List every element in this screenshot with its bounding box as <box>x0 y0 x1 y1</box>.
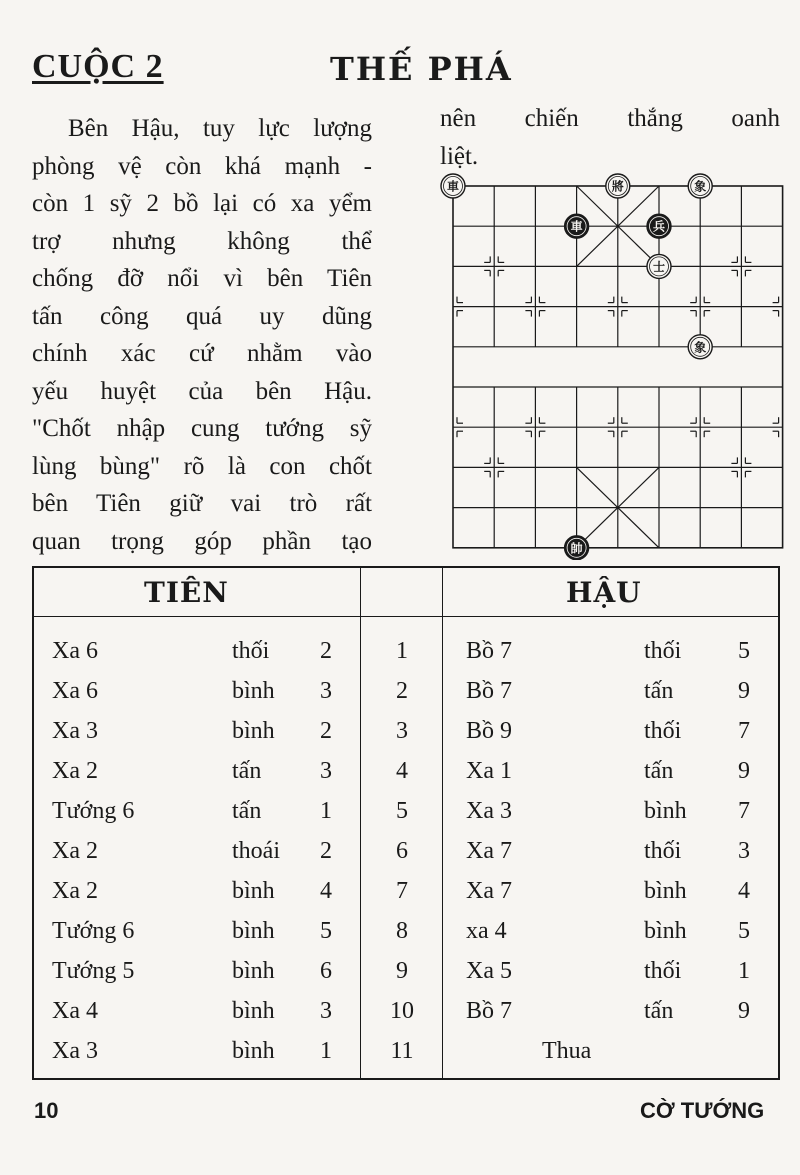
move-number-cell: 8 <box>396 918 408 944</box>
hau-action-cell: tấn <box>644 678 674 704</box>
tien-column-header: TIÊN <box>144 576 229 609</box>
hau-piece-cell: Xa 5 <box>466 958 512 984</box>
move-number-cell: 11 <box>390 1038 414 1064</box>
xiangqi-board-diagram <box>437 170 787 560</box>
paragraph-line: bên Tiên giữ vai trò rất <box>32 490 372 517</box>
tien-piece-cell: Xa 4 <box>52 998 98 1024</box>
hau-action-cell: thối <box>644 638 682 664</box>
hau-value-cell: 5 <box>738 918 750 944</box>
hau-piece-cell: Xa 7 <box>466 838 512 864</box>
hau-piece-cell: xa 4 <box>466 918 507 944</box>
tien-value-cell: 3 <box>320 998 332 1024</box>
move-number-cell: 10 <box>390 998 414 1024</box>
tien-value-cell: 3 <box>320 678 332 704</box>
svg-text:車: 車 <box>446 179 460 194</box>
tien-value-cell: 2 <box>320 638 332 664</box>
tien-piece-cell: Xa 6 <box>52 638 98 664</box>
tien-value-cell: 5 <box>320 918 332 944</box>
tien-action-cell: bình <box>232 718 275 744</box>
hau-piece-cell: Bồ 9 <box>466 718 513 744</box>
black-piece-象 <box>688 335 712 359</box>
tien-value-cell: 2 <box>320 718 332 744</box>
tien-action-cell: bình <box>232 958 275 984</box>
tien-piece-cell: Tướng 6 <box>52 798 135 824</box>
hau-value-cell: 9 <box>738 998 750 1024</box>
tien-value-cell: 3 <box>320 758 332 784</box>
svg-text:帥: 帥 <box>570 541 583 556</box>
hau-piece-cell: Bồ 7 <box>466 678 513 704</box>
tien-piece-cell: Xa 2 <box>52 838 98 864</box>
hau-value-cell: 9 <box>738 758 750 784</box>
tien-piece-cell: Xa 2 <box>52 878 98 904</box>
tien-piece-cell: Tướng 6 <box>52 918 135 944</box>
move-number-cell: 9 <box>396 958 408 984</box>
red-piece-帥 <box>565 536 589 560</box>
tien-value-cell: 1 <box>320 798 332 824</box>
black-piece-士 <box>647 254 671 278</box>
paragraph-line: liệt. <box>440 142 479 170</box>
tien-value-cell: 1 <box>320 1038 332 1064</box>
svg-text:車: 車 <box>570 219 583 234</box>
svg-text:象: 象 <box>694 340 707 355</box>
intro-paragraph <box>32 110 372 560</box>
header-divider <box>34 616 778 617</box>
tien-action-cell: bình <box>232 998 275 1024</box>
svg-text:象: 象 <box>694 179 707 194</box>
paragraph-line: lùng bùng" rõ là con chốt <box>32 452 372 480</box>
tien-action-cell: bình <box>232 918 275 944</box>
paragraph-line: chống đỡ nổi vì bên Tiên <box>32 265 372 292</box>
hau-action-cell: tấn <box>644 758 674 784</box>
svg-text:將: 將 <box>611 179 624 194</box>
black-piece-象 <box>688 174 712 198</box>
tien-action-cell: thối <box>232 638 270 664</box>
paragraph-line: "Chốt nhập cung tướng sỹ <box>32 415 372 442</box>
paragraph-line: chính xác cứ nhằm vào <box>32 340 372 367</box>
move-number-cell: 4 <box>396 758 408 784</box>
column-divider <box>442 568 443 1078</box>
paragraph-line: phòng vệ còn khá mạnh - <box>32 152 372 180</box>
move-number-cell: 2 <box>396 678 408 704</box>
move-number-cell: 7 <box>396 878 408 904</box>
black-piece-將 <box>606 174 630 198</box>
paragraph-line: nên chiến thắng oanh <box>440 105 780 132</box>
tien-piece-cell: Xa 3 <box>52 1038 98 1064</box>
tien-action-cell: tấn <box>232 798 262 824</box>
hau-piece-cell: Xa 3 <box>466 798 512 824</box>
tien-value-cell: 6 <box>320 958 332 984</box>
continued-paragraph <box>440 100 780 175</box>
tien-piece-cell: Xa 2 <box>52 758 98 784</box>
paragraph-line: tấn công quá uy dũng <box>32 302 372 330</box>
paragraph-line: còn 1 sỹ 2 bồ lại có xa yểm <box>32 190 372 217</box>
red-piece-兵 <box>647 214 671 238</box>
hau-value-cell: 7 <box>738 718 750 744</box>
hau-value-cell: 5 <box>738 638 750 664</box>
hau-piece-cell: Thua <box>542 1038 592 1064</box>
tien-value-cell: 2 <box>320 838 332 864</box>
book-title-footer: CỜ TƯỚNG <box>640 1098 765 1123</box>
tien-piece-cell: Xa 6 <box>52 678 98 704</box>
move-number-cell: 3 <box>396 718 408 744</box>
tien-action-cell: tấn <box>232 758 262 784</box>
hau-column-header: HẬU <box>566 576 642 609</box>
column-divider <box>360 568 361 1078</box>
svg-text:兵: 兵 <box>652 219 666 234</box>
hau-value-cell: 4 <box>738 878 750 904</box>
move-number-cell: 6 <box>396 838 408 864</box>
hau-piece-cell: Bồ 7 <box>466 998 513 1024</box>
move-number-cell: 1 <box>396 638 408 664</box>
paragraph-line: trợ nhưng không thể <box>32 227 372 255</box>
hau-action-cell: bình <box>644 798 687 824</box>
hau-value-cell: 7 <box>738 798 750 824</box>
hau-value-cell: 1 <box>738 958 750 984</box>
hau-action-cell: thối <box>644 958 682 984</box>
tien-action-cell: thoái <box>232 838 280 864</box>
hau-value-cell: 3 <box>738 838 750 864</box>
tien-action-cell: bình <box>232 678 275 704</box>
move-number-cell: 5 <box>396 798 408 824</box>
tien-action-cell: bình <box>232 878 275 904</box>
hau-action-cell: thối <box>644 718 682 744</box>
hau-piece-cell: Bồ 7 <box>466 638 513 664</box>
hau-piece-cell: Xa 1 <box>466 758 512 784</box>
paragraph-line: yếu huyệt của bên Hậu. <box>32 377 372 405</box>
tien-piece-cell: Xa 3 <box>52 718 98 744</box>
paragraph-line: Bên Hậu, tuy lực lượng <box>68 115 372 142</box>
game-title-heading: THẾ PHÁ <box>330 50 513 88</box>
hau-value-cell: 9 <box>738 678 750 704</box>
hau-action-cell: bình <box>644 878 687 904</box>
hau-action-cell: tấn <box>644 998 674 1024</box>
hau-piece-cell: Xa 7 <box>466 878 512 904</box>
red-piece-車 <box>565 214 589 238</box>
tien-piece-cell: Tướng 5 <box>52 958 135 984</box>
tien-action-cell: bình <box>232 1038 275 1064</box>
svg-text:士: 士 <box>652 259 666 274</box>
tien-value-cell: 4 <box>320 878 332 904</box>
page-number: 10 <box>34 1098 59 1123</box>
moves-table <box>32 566 780 1080</box>
hau-action-cell: thối <box>644 838 682 864</box>
game-number-heading: CUỘC 2 <box>32 48 164 85</box>
hau-action-cell: bình <box>644 918 687 944</box>
paragraph-line: quan trọng góp phần tạo <box>32 527 372 555</box>
black-piece-車 <box>441 174 465 198</box>
